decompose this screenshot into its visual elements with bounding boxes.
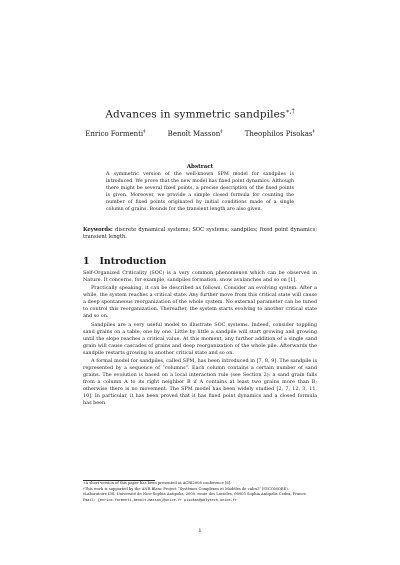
author-2 [168,130,223,138]
author-list [0,130,400,138]
intro-body [83,270,317,409]
author-3-name: Theophilos Pisokas [244,130,313,139]
page-number: 1 [198,528,202,534]
keywords [83,227,317,242]
footnote-3: ‡Laboratoire I3S, Université de Nice-Sophia Antipolis, 2000, route des Lucioles, 06903 Sophia Antipolis Cedex, France. [83,492,308,497]
author-3 [245,130,315,138]
title-footnote-marks: ∗,† [285,108,295,115]
keywords-label: Keywords: [83,227,113,233]
author-2-name: Benoît Masson [167,130,221,139]
footnote-2: †This work is supported by the ANR Blanc Project “Systèmes Complexes et Modèles de calcul” (SYCOMORE). [83,486,289,491]
footnote-1: ∗A short version of this paper has been presented at ACRI2008 conference [6]. [83,481,232,485]
section-heading [83,256,317,267]
paper-title [0,108,400,121]
title-text: Advances in symmetric sandpiles [105,108,286,121]
keywords-text: discrete dynamical systems; SOC systems; sandpiles; fixed point dynamics; transient length. [83,227,317,241]
author-2-mark: ‡ [220,130,223,135]
author-1-name: Enrico Formenti [85,130,144,139]
footnotes [83,481,317,503]
author-1 [85,130,145,138]
author-1-mark: ‡ [143,130,146,135]
paragraph: Self-Organized Criticality (SOC) is a very common phenomenon which can be observed in Nature. It concerns, for example, sandpiles formation, snow avalanches and so on [1]. [83,270,317,284]
section-number: 1 [83,256,90,267]
abstract-text: A symmetric version of the well-known SPM model for sandpiles is introduced. We prove that the new model has fixed point dynamics. Although there might be several fixed points, a precise description of the fixed points is given. Moreover, we provide a simple closed formula for counting the number of fixed points originated by initial conditions made of a single column of grains. Bounds for the transient length are also given. [106,172,294,213]
paragraph: Practically speaking, it can be described as follows. Consider an evolving system. After a while, the system reaches a critical state. Any further move from this critical state will cause a deep spontaneous reorganization of the whole system. No external parameter can be tuned to control this reorganization. Thereafter, the system starts evolving to another critical state and so on. [83,285,317,320]
footnote-email: Email: {enrico.formenti,benoit.masson}@unice.fr pisokas@polytech.unice.fr [83,497,237,502]
paragraph: Sandpiles are a very useful model to illustrate SOC systems. Indeed, consider toppling sand grains on a table, one by one. Little by little a sandpile will start growing and growing until the slope reaches a critical value. At this moment, any further addition of a single sand grain will cause cascades of grains and deep reorganization of the whole pile. Afterwards the sandpile restarts growing to another critical state and so on. [83,321,317,356]
author-3-mark: ‡ [312,130,315,135]
abstract-heading: Abstract [186,164,214,170]
paragraph: A formal model for sandpiles, called SPM, has been introduced in [7, 8, 9]. The sandpile is represented by a sequence of “columns”. Each column contains a certain number of sand grains. The evolution is based on a local interaction rule (see Section 2): a sand grain falls from a column A to its right neighbor B if A contains at least two grains more than B; otherwise there is no movement. The SPM model has been widely studied [2, 7, 12, 3, 11, 10]. In particular, it has been proved that it has fixed point dynamics and a closed formula has been [83,358,317,407]
section-title: Introduction [99,256,167,267]
